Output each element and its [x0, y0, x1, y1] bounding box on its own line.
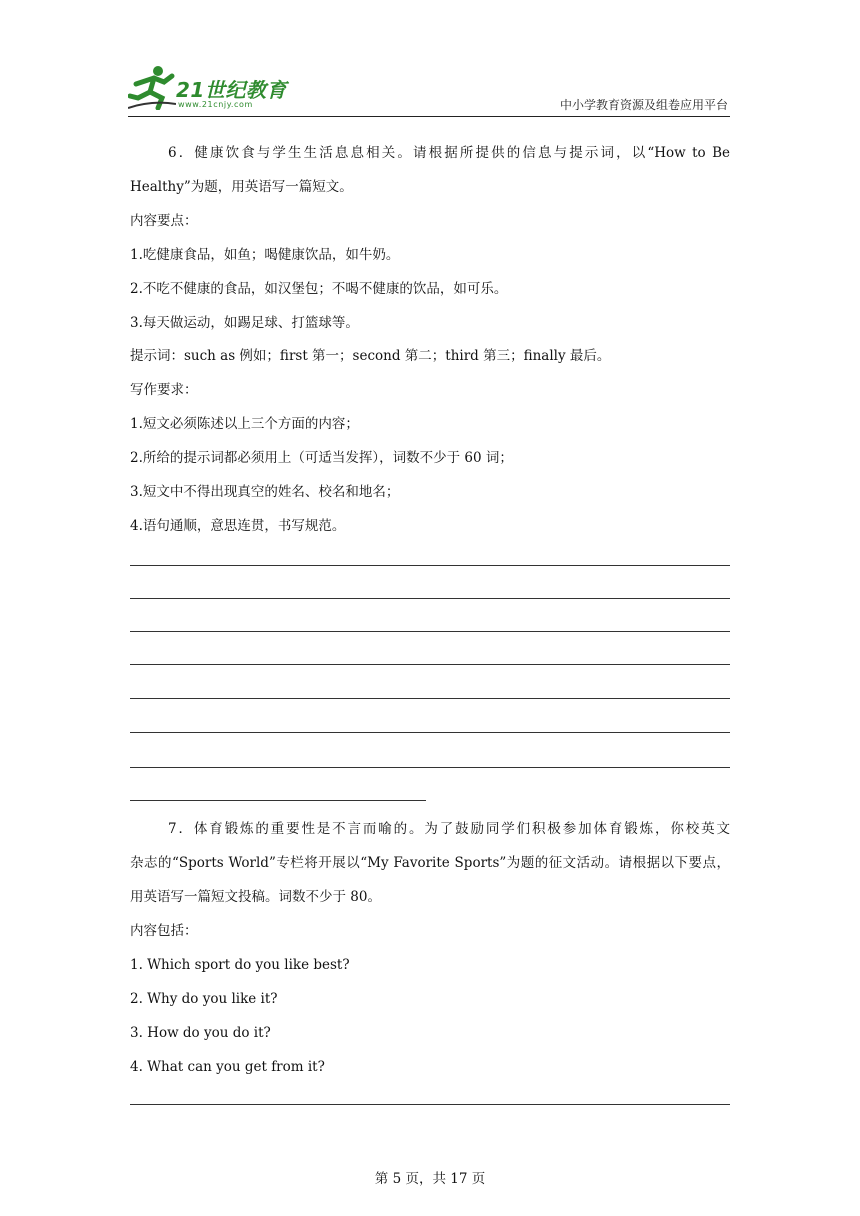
q6-requirement-4: 4.语句通顺，意思连贯，书写规范。: [130, 518, 346, 534]
q6-requirement-2: 2.所给的提示词都必须用上（可适当发挥），词数不少于 60 词；: [130, 450, 513, 466]
q6-point-1: 1.吃健康食品，如鱼；喝健康饮品，如牛奶。: [130, 247, 400, 263]
q7-content-2: 2. Why do you like it?: [130, 991, 278, 1007]
runner-logo-icon: [128, 64, 176, 110]
q7-content-3: 3. How do you do it?: [130, 1025, 271, 1041]
q6-requirements-title: 写作要求：: [130, 382, 198, 398]
q7-intro-line1: 7．体育锻炼的重要性是不言而喻的。为了鼓励同学们积极参加体育锻炼，你校英文: [168, 821, 730, 837]
answer-line[interactable]: [130, 631, 730, 632]
q6-hints: 提示词：such as 例如；first 第一；second 第二；third 第三；finally 最后。: [130, 348, 611, 364]
q6-requirement-1: 1.短文必须陈述以上三个方面的内容；: [130, 416, 359, 432]
answer-line[interactable]: [130, 732, 730, 733]
q7-content-4: 4. What can you get from it?: [130, 1059, 325, 1075]
header-divider: [128, 116, 730, 117]
q7-intro-line2: 杂志的“Sports World”专栏将开展以“My Favorite Sports”为题的征文活动。请根据以下要点，: [130, 855, 730, 871]
page-header: [128, 62, 730, 118]
q7-content-1: 1. Which sport do you like best?: [130, 957, 350, 973]
answer-line[interactable]: [130, 565, 730, 566]
logo-url: www.21cnjy.com: [178, 100, 253, 109]
page-number: 第 5 页，共 17 页: [374, 1171, 486, 1187]
q7-intro-line3: 用英语写一篇短文投稿。词数不少于 80。: [130, 889, 381, 905]
answer-line[interactable]: [130, 767, 730, 768]
q6-points-title: 内容要点：: [130, 213, 198, 229]
q6-requirement-3: 3.短文中不得出现真空的姓名、校名和地名；: [130, 484, 400, 500]
q6-point-2: 2.不吃不健康的食品，如汉堡包；不喝不健康的饮品，如可乐。: [130, 281, 508, 297]
answer-line[interactable]: [130, 598, 730, 599]
q6-intro-line2: Healthy”为题，用英语写一篇短文。: [130, 179, 353, 195]
q6-intro-line1: 6．健康饮食与学生生活息息相关。请根据所提供的信息与提示词，以“How to Be: [168, 145, 730, 161]
platform-title: 中小学教育资源及组卷应用平台: [559, 98, 728, 112]
answer-line[interactable]: [130, 664, 730, 665]
answer-line[interactable]: [130, 800, 426, 801]
logo-text: 21世纪教育: [176, 78, 287, 102]
answer-line[interactable]: [130, 1104, 730, 1105]
q7-content-title: 内容包括：: [130, 923, 198, 939]
q6-point-3: 3.每天做运动，如踢足球、打篮球等。: [130, 315, 359, 331]
site-logo: [128, 64, 298, 114]
answer-line[interactable]: [130, 698, 730, 699]
